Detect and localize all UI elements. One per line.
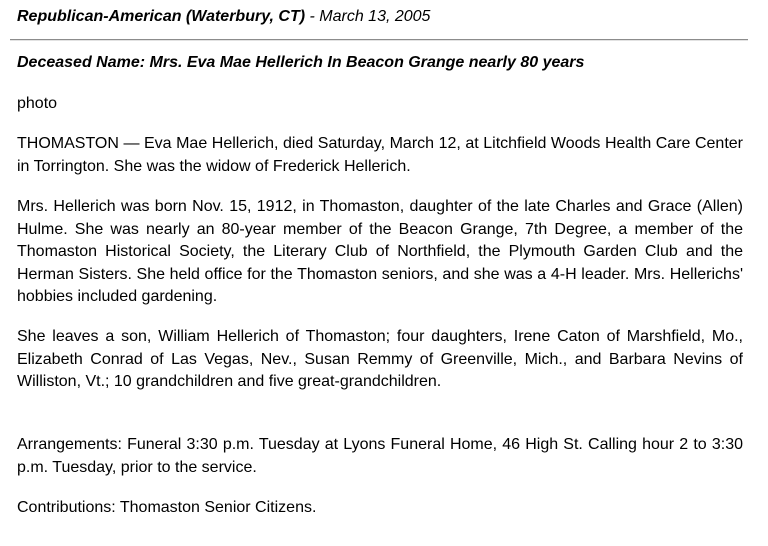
obituary-paragraph-survivors: She leaves a son, William Hellerich of Thomaston; four daughters, Irene Caton of Marshfield, Mo., Elizabeth Conrad of Las Vegas, Nev., Susan Remmy of Greenville, Mich., and Barbara Nevins of Williston, Vt.; 10 grandchildren and five great-grandchildren. xyxy=(17,328,743,390)
source-line xyxy=(17,8,430,26)
photo-placeholder-label: photo xyxy=(17,95,58,112)
source-separator: - xyxy=(305,8,320,25)
obituary-paragraph-death-notice: THOMASTON — Eva Mae Hellerich, died Saturday, March 12, at Litchfield Woods Health Care Center in Torrington. She was the widow of Frederick Hellerich. xyxy=(17,135,743,175)
publication-date: March 13, 2005 xyxy=(319,8,431,25)
header-divider xyxy=(10,39,748,41)
obituary-headline: Deceased Name: Mrs. Eva Mae Hellerich In Beacon Grange nearly 80 years xyxy=(17,54,585,71)
obituary-paragraph-biography: Mrs. Hellerich was born Nov. 15, 1912, in Thomaston, daughter of the late Charles and Grace (Allen) Hulme. She was nearly an 80-year member of the Beacon Grange, 7th Degree, a member of the Thomaston Historical Society, the Literary Club of Northfield, the Plymouth Garden Club and the Herman Sisters. She held office for the Thomaston seniors, and she was a 4-H leader. Mrs. Hellerichs' hobbies included gardening. xyxy=(17,198,743,305)
obituary-paragraph-arrangements: Arrangements: Funeral 3:30 p.m. Tuesday at Lyons Funeral Home, 46 High St. Calling hour 2 to 3:30 p.m. Tuesday, prior to the service. xyxy=(17,436,743,476)
publication-name: Republican-American (Waterbury, CT) xyxy=(17,8,306,25)
obituary-paragraph-contributions: Contributions: Thomaston Senior Citizens. xyxy=(17,499,317,516)
